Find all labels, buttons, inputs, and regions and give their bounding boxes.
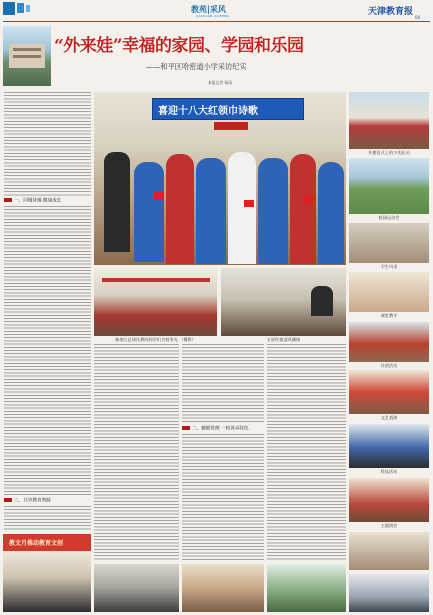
section-head-3-text: 三、共享教育资源 — [14, 498, 51, 504]
right-photo-4-caption: 课堂教学 — [380, 313, 398, 318]
main-photo — [94, 92, 346, 265]
right-photo-7-caption: 科技活动 — [380, 469, 398, 474]
header-rule — [3, 21, 430, 22]
right-photo-2 — [349, 158, 429, 214]
right-photo-1-caption: 升旗仪式上的少先队员 — [368, 150, 410, 155]
byline: 本报记者 杨雨 — [208, 80, 232, 85]
bottom-photo-5 — [349, 574, 429, 612]
header-left-square — [17, 3, 24, 13]
bottom-photo-1 — [3, 534, 91, 612]
right-photo-1 — [349, 92, 429, 149]
mid-left-caption: 参加区足球比赛的同学们为校争光 （摄影） — [115, 337, 196, 342]
section-head-3 — [4, 498, 51, 505]
section-head-2 — [182, 426, 249, 433]
right-photo-8 — [349, 478, 429, 522]
header-left-square-2 — [26, 5, 30, 12]
right-photo-6 — [349, 370, 429, 414]
right-photo-9 — [349, 532, 429, 570]
intro-text — [4, 92, 91, 196]
col1-text-a — [4, 206, 91, 496]
right-photo-3-caption: 学生风采 — [380, 264, 398, 269]
bottom-photo-3 — [182, 564, 264, 612]
right-photo-5 — [349, 322, 429, 362]
right-photo-4 — [349, 272, 429, 312]
column-subtitle: JIAOYUAN CAIFENG — [196, 14, 230, 18]
right-photo-5-caption: 社团活动 — [380, 363, 398, 368]
right-photo-7 — [349, 424, 429, 468]
mid-right-caption: 五星红旗迎风飘扬 — [266, 337, 301, 342]
col3-text-b — [182, 434, 264, 560]
school-building-photo — [3, 26, 51, 86]
right-photo-3 — [349, 223, 429, 263]
page-number: 04 — [415, 15, 421, 20]
mid-left-photo — [94, 268, 217, 336]
bottom-banner-text: 教文月推动教育文创 — [9, 540, 64, 547]
col3-text-a — [182, 344, 264, 424]
section-head-1 — [4, 198, 61, 205]
col2-text — [94, 344, 179, 560]
section-head-1-text: 一、同城待遇 健康成长 — [14, 198, 62, 204]
col4-text — [267, 344, 346, 560]
article-title: “外来娃”幸福的家园、学园和乐园 — [54, 36, 304, 56]
bottom-photo-2 — [94, 564, 179, 612]
article-subtitle: ——和平区哈密道小学采访纪实 — [146, 62, 247, 71]
right-photo-2-caption: 校园运动会 — [378, 215, 400, 220]
col1-text-b — [4, 506, 91, 530]
column-title: 教苑|采风 — [191, 4, 226, 14]
right-photo-6-caption: 文艺表演 — [380, 415, 398, 420]
mid-right-photo — [221, 268, 346, 336]
section-head-2-text: 二、精细管理 一校各具特色 — [192, 426, 249, 432]
masthead: 天津教育报 — [368, 7, 414, 17]
bottom-photo-4 — [267, 564, 346, 612]
right-photo-8-caption: 主题班会 — [380, 523, 398, 528]
poem-banner-text: 喜迎十八大红领巾诗歌 — [158, 106, 258, 117]
header-left-stripe — [3, 2, 15, 15]
